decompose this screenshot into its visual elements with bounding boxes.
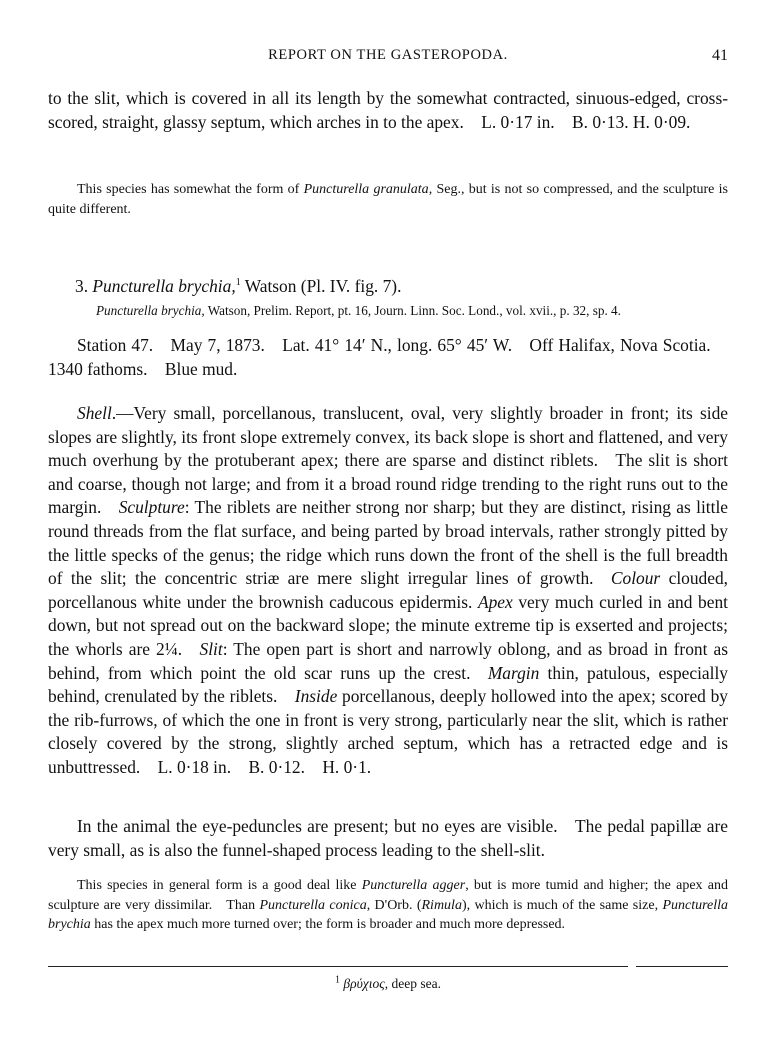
label-sculpture: Sculpture bbox=[118, 497, 185, 518]
label-colour: Colour bbox=[610, 568, 661, 589]
label-shell: Shell bbox=[77, 403, 112, 423]
label-margin: Margin bbox=[487, 662, 540, 683]
label-inside: Inside bbox=[294, 686, 338, 707]
page-header bbox=[48, 47, 728, 69]
greek-word: βρύχιος bbox=[343, 976, 385, 991]
species-heading: 3. Puncturella brychia,$^1$ Watson (Pl. IV. fig. 7). bbox=[75, 276, 402, 296]
footnote-ref: 1 bbox=[235, 277, 241, 289]
intro-paragraph: to the slit, which is covered in all its length by the somewhat contracted, sinuous-edged, cross-scored, straight, glassy septum, which arches in to the apex. L. 0·17 in. B. 0·13. H. 0·09. bbox=[48, 88, 728, 132]
footnote: $^1$ βρύχιος, deep sea. bbox=[335, 974, 441, 991]
running-title: REPORT ON THE GASTEROPODA. bbox=[268, 47, 508, 63]
page-number: 41 bbox=[712, 47, 728, 64]
footnote-divider-right bbox=[636, 966, 728, 967]
station-record: Station 47. May 7, 1873. Lat. 41° 14′ N., long. 65° 45′ W. Off Halifax, Nova Scotia. 1340 fathoms. Blue mud. bbox=[48, 335, 728, 379]
footnote-divider bbox=[48, 966, 628, 967]
remark-granulata: This species has somewhat the form of Puncturella granulata, Seg., but is not so compressed, and the sculpture is quite different. bbox=[48, 182, 728, 217]
label-apex: Apex bbox=[477, 591, 513, 612]
species-number: 3. bbox=[75, 276, 89, 296]
species-title: Puncturella brychia, bbox=[92, 276, 236, 296]
synonymy-reference: Puncturella brychia, Watson, Prelim. Report, pt. 16, Journ. Linn. Soc. Lond., vol. xvii., p. 32, sp. 4. bbox=[96, 303, 621, 318]
label-slit: Slit bbox=[199, 638, 223, 659]
shell-description: Shell.—Very small, porcellanous, translucent, oval, very slightly broader in front; its side slopes are slightly, its front slope extremely convex, its back slope is short and flattened, and very much overhung by the protuberant apex; there are sparse and distinct riblets. The slit is short and coarse, though not large; and from it a broad round ridge trending to the right runs out to the margin. Sculpture: The riblets are neither strong nor sharp; but they are distinct, rising as little round threads from the flat surface, and being parted by broad intervals, rather strongly pitted by the little specks of the genus; the ridge which runs down the front of the shell is the full breadth of the slit; the concentric striæ are mere slight irregular lines of growth. Colour clouded, porcellanous white under the brownish caducous epidermis. Apex very much curled in and bent down, but not spread out on the backward slope; the minute extreme tip is exserted and projects; the whorls are 2¼. Slit: The open part is short and narrowly oblong, and as broad in front as behind, from which point the old scar runs up the crest. Margin thin, patulous, especially behind, crenulated by the riblets. Inside porcellanous, deeply hollowed into the apex; scored by the rib-furrows, of which the one in front is very strong, particularly near the slit, which is rather closely covered by the strong, slightly arched septum, which has a retracted edge and is unbuttressed. L. 0·18 in. B. 0·12. H. 0·1. bbox=[48, 403, 728, 777]
animal-paragraph: In the animal the eye-peduncles are present; but no eyes are visible. The pedal papillæ are very small, as is also the funnel-shaped process leading to the shell-slit. bbox=[48, 816, 728, 860]
species-name: Puncturella granulata bbox=[303, 182, 429, 197]
remark-comparison: This species in general form is a good deal like Puncturella agger, but is more tumid and higher; the apex and sculpture are very dissimilar. Than Puncturella conica, D'Orb. (Rimula), which is much of the same size, Puncturella brychia has the apex much more turned over; the form is broader and much more depressed. bbox=[48, 878, 729, 932]
